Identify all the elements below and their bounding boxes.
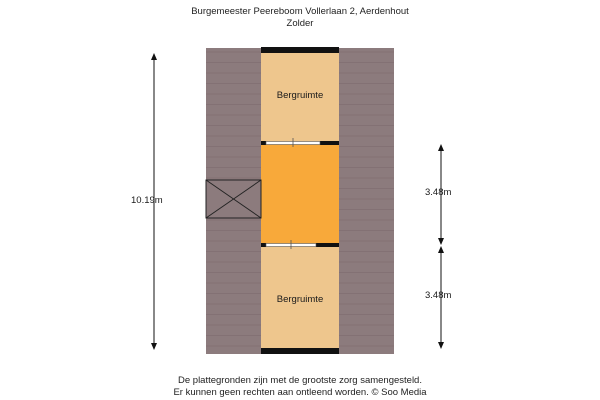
room-label-upper: Bergruimte [276,90,324,101]
address-title: Burgemeester Peereboom Vollerlaan 2, Aerdenhout [191,6,409,17]
disclaimer-line-2: Er kunnen geen rechten aan ontleend worden. © Soo Media [173,387,427,398]
room-label-lower: Bergruimte [276,294,324,305]
stair-hatch [206,180,261,218]
disclaimer-line-1: De plattegronden zijn met de grootste zorg samengesteld. [178,375,422,386]
dimension-label-total: 10.19m [131,195,163,206]
dimension-label-upper: 3.48m [425,187,452,198]
plan-footer [0,375,600,399]
landing-area [261,143,339,245]
floor-name: Zolder [286,18,314,29]
dimension-label-lower: 3.48m [425,290,452,301]
